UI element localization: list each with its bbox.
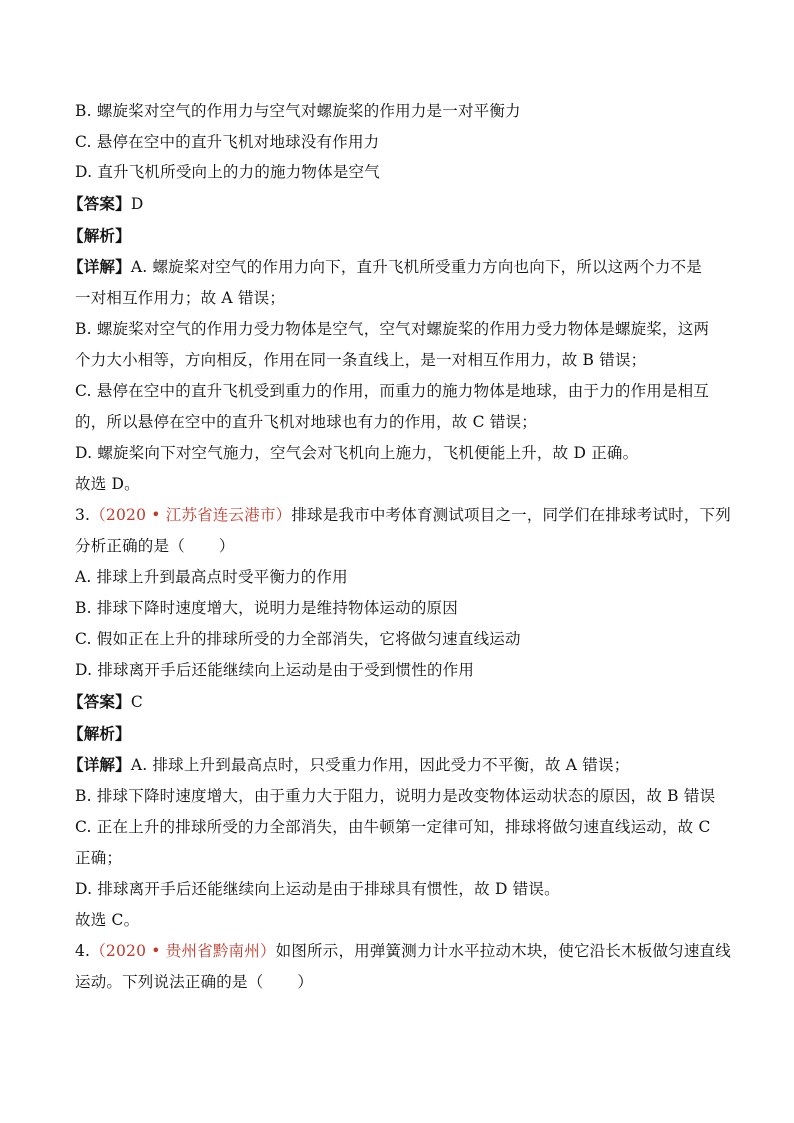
q3-option-b: B. 排球下降时速度增大，说明力是维持物体运动的原因	[75, 599, 458, 617]
q2-detail-label: 【详解】	[68, 257, 131, 276]
q3-analysis-line-4: 正确；	[75, 849, 123, 867]
q3-answer	[68, 692, 143, 712]
q2-analysis-line-3: B. 螺旋桨对空气的作用力受力物体是空气，空气对螺旋桨的作用力受力物体是螺旋桨，这两	[75, 320, 710, 338]
q2-analysis-line-2: 一对相互作用力；故 A 错误；	[75, 289, 286, 307]
q4-source: （2020 • 贵州省黔南州）	[90, 942, 276, 960]
q2-analysis-line-6: 的，所以悬停在空中的直升飞机对地球也有力的作用，故 C 错误；	[75, 413, 537, 431]
q3-answer-value: C	[130, 693, 143, 711]
q3-answer-label: 【答案】	[68, 692, 131, 711]
q3-option-c: C. 假如正在上升的排球所受的力全部消失，它将做匀速直线运动	[75, 630, 521, 648]
q2-analysis-line-7: D. 螺旋桨向下对空气施力，空气会对飞机向上施力，飞机便能上升，故 D 正确。	[75, 444, 639, 462]
q4-stem-text-1: 如图所示，用弹簧测力计水平拉动木块，使它沿长木板做匀速直线	[275, 942, 731, 960]
q2-option-d: D. 直升飞机所受向上的力的施力物体是空气	[75, 163, 380, 181]
q3-detail-label: 【详解】	[68, 755, 131, 774]
q3-stem-line-2	[75, 536, 235, 556]
q3-number: 3.	[75, 506, 91, 524]
q2-analysis-line-5: C. 悬停在空中的直升飞机受到重力的作用，而重力的施力物体是地球，由于力的作用是相互	[75, 382, 710, 400]
q3-analysis-line-1	[68, 755, 629, 775]
q3-analysis-line-5: D. 排球离开手后还能继续向上运动是由于排球具有惯性，故 D 错误。	[75, 880, 560, 898]
q3-stem-text-2b: ）	[218, 537, 235, 555]
q2-option-c: C. 悬停在空中的直升飞机对地球没有作用力	[75, 133, 380, 151]
q3-conclusion: 故选 C。	[75, 911, 140, 929]
q2-analysis-text-1: A. 螺旋桨对空气的作用力向下，直升飞机所受重力方向也向下，所以这两个力不是	[130, 258, 702, 276]
q4-stem-text-2a: 运动。下列说法正确的是（	[75, 973, 264, 991]
q4-stem-line-2	[75, 972, 313, 992]
q3-stem-text-2a: 分析正确的是（	[75, 537, 185, 555]
q2-answer	[68, 194, 143, 214]
q3-analysis-text-1: A. 排球上升到最高点时，只受重力作用，因此受力不平衡，故 A 错误；	[130, 756, 630, 774]
q3-option-d: D. 排球离开手后还能继续向上运动是由于受到惯性的作用	[75, 661, 475, 679]
q4-stem-line-1	[75, 941, 731, 961]
q3-analysis-label: 【解析】	[68, 724, 131, 743]
q2-analysis-line-1	[68, 257, 702, 277]
q2-conclusion: 故选 D。	[75, 475, 140, 493]
q3-stem-line-1	[75, 505, 731, 525]
q2-answer-value: D	[130, 195, 144, 213]
q4-stem-text-2b: ）	[297, 973, 314, 991]
q3-analysis-line-2: B. 排球下降时速度增大，由于重力大于阻力，说明力是改变物体运动状态的原因，故 B 错误	[75, 787, 716, 805]
q3-option-a: A. 排球上升到最高点时受平衡力的作用	[75, 568, 348, 586]
q3-analysis-line-3: C. 正在上升的排球所受的力全部消失，由牛顿第一定律可知，排球将做匀速直线运动，故 C	[75, 818, 711, 836]
q2-option-b: B. 螺旋桨对空气的作用力与空气对螺旋桨的作用力是一对平衡力	[75, 102, 521, 120]
q2-answer-label: 【答案】	[68, 194, 131, 213]
q3-source: （2020 • 江苏省连云港市）	[90, 506, 292, 524]
q4-number: 4.	[75, 942, 91, 960]
q2-analysis-line-4: 个力大小相等，方向相反，作用在同一条直线上，是一对相互作用力，故 B 错误；	[75, 351, 647, 369]
q2-analysis-label: 【解析】	[68, 226, 131, 245]
q3-stem-text-1: 排球是我市中考体育测试项目之一，同学们在排球考试时，下列	[291, 506, 731, 524]
